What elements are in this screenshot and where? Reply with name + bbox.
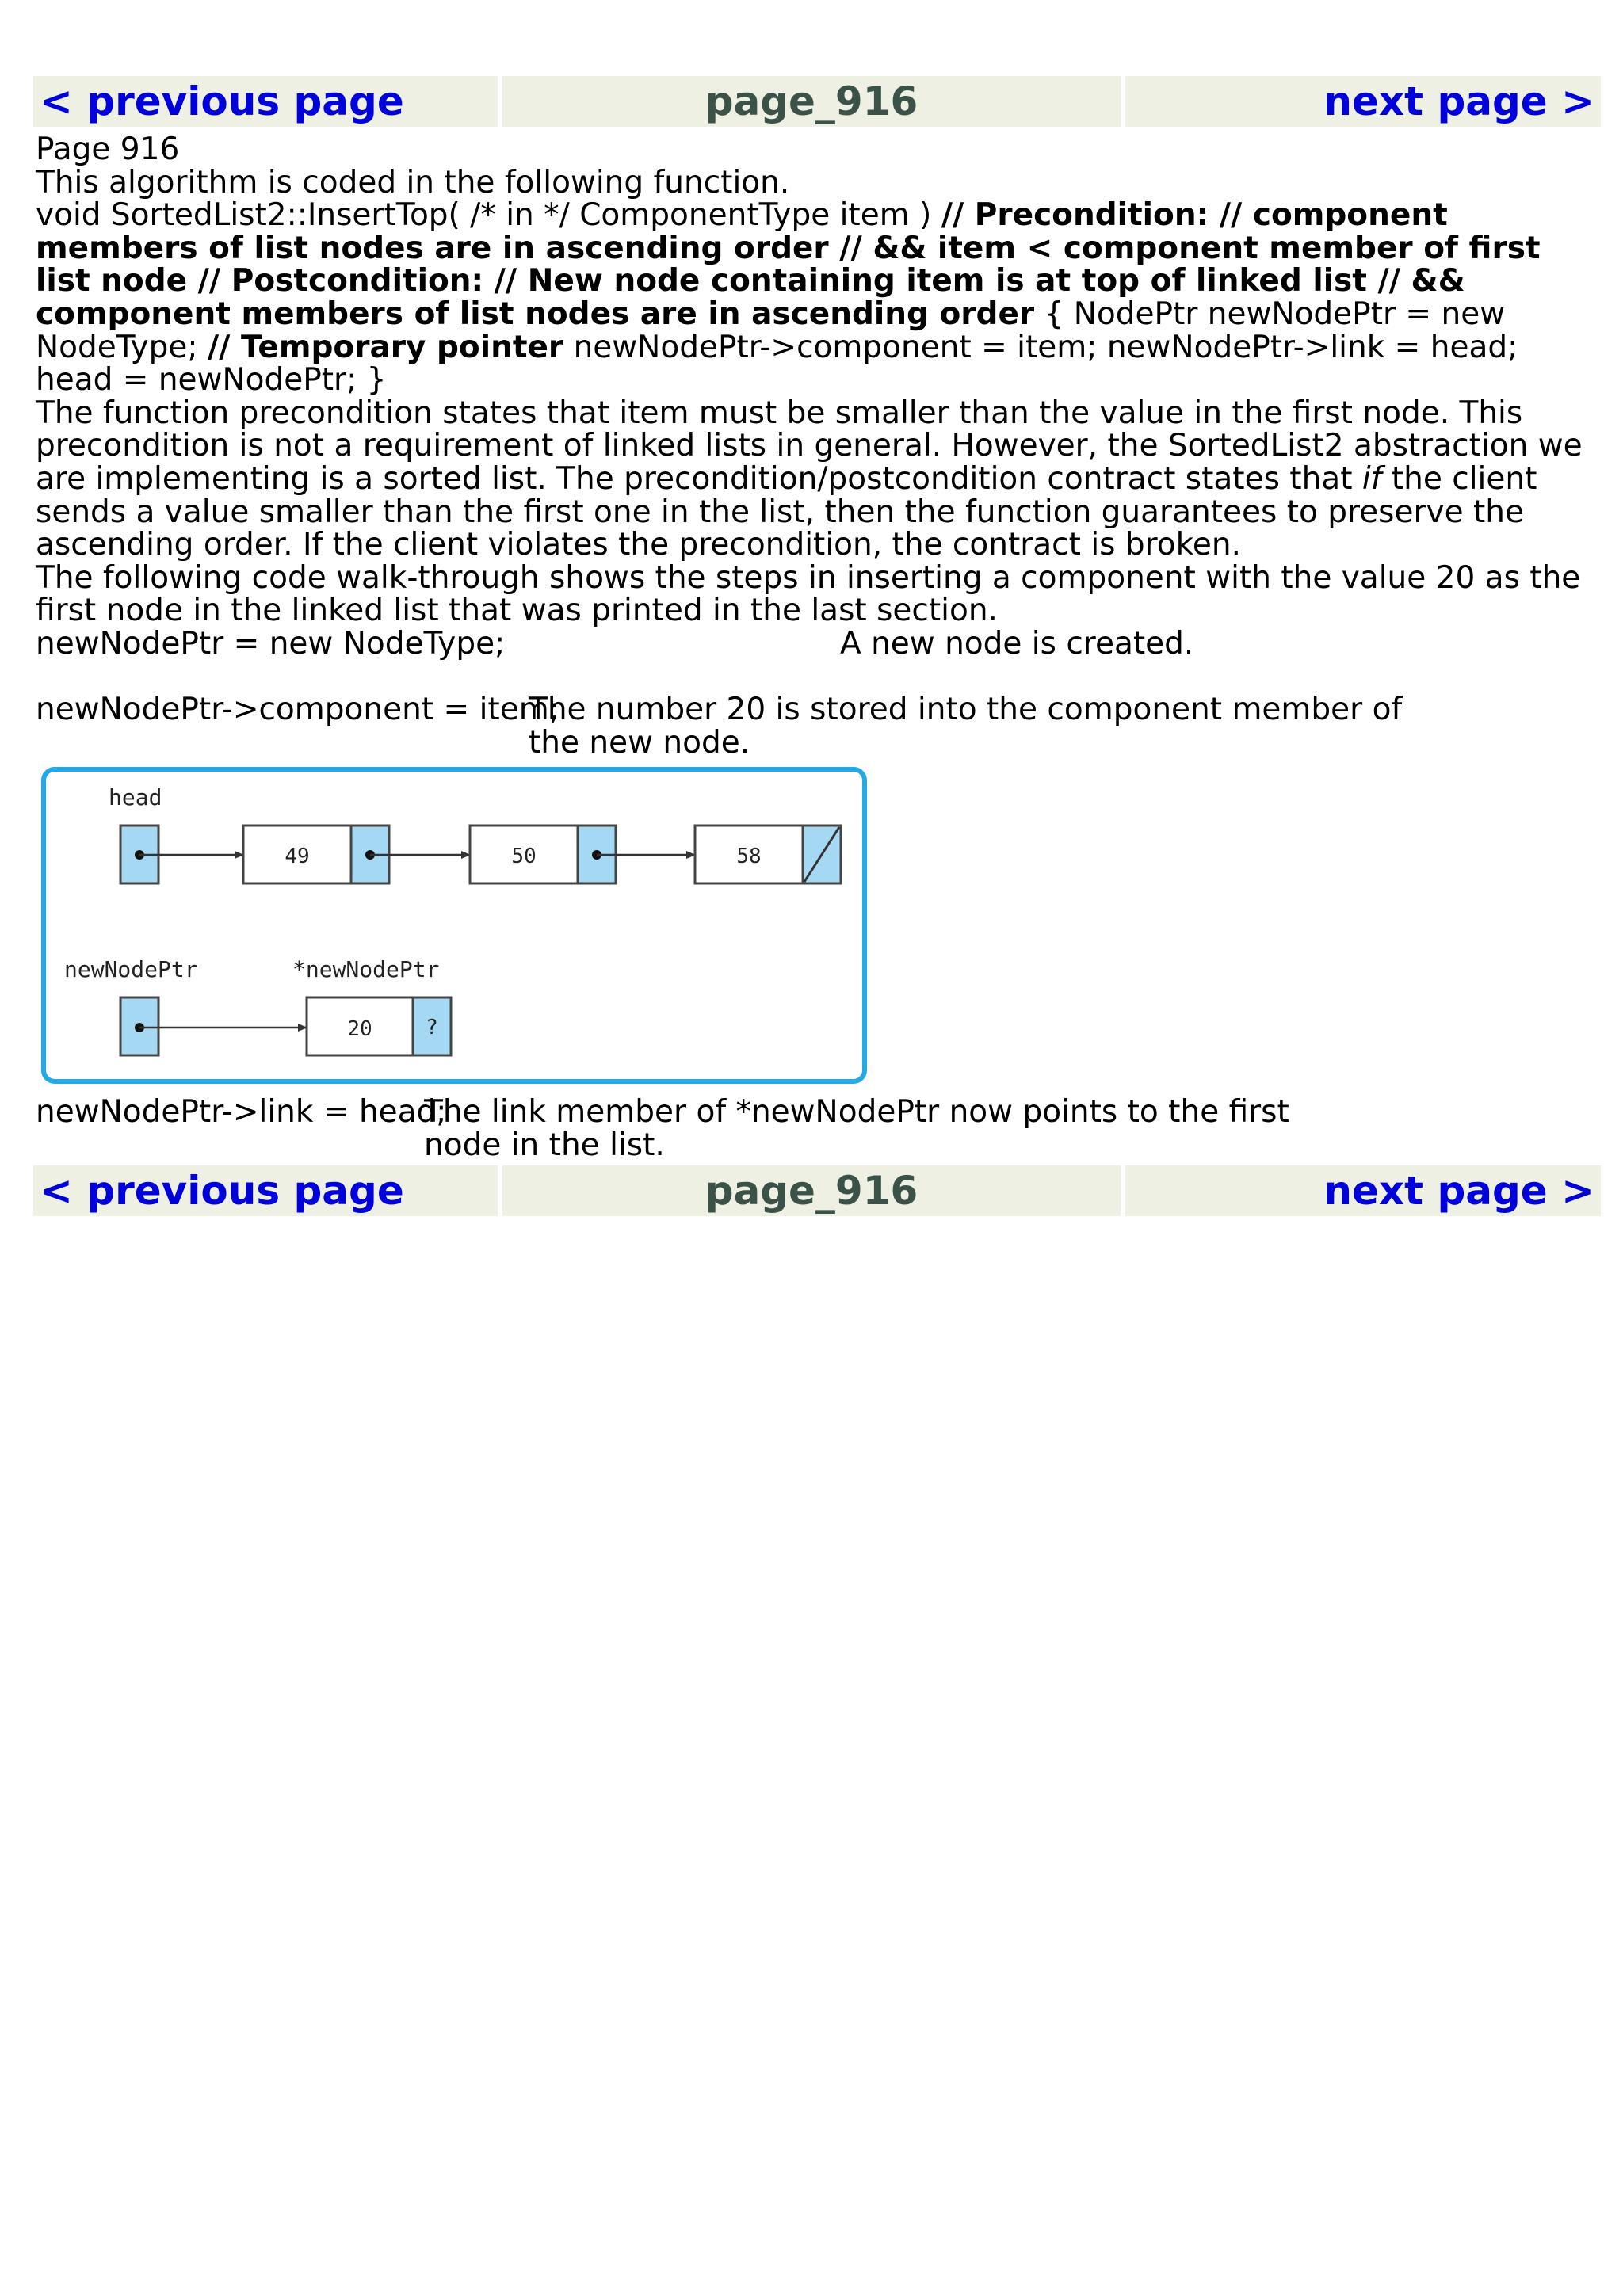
list-node-value: 58 — [736, 844, 762, 868]
paragraph-text: the client sends a value smaller than the first one in the list, then the function guarantees to preserve the ascending order. If the client violates the precondition, the contract is broken. — [36, 460, 1537, 563]
previous-page-link[interactable]: < previous page — [33, 76, 498, 127]
walkthrough-intro: The following code walk-through shows the steps in inserting a component with the value 20 as the first node in the linked list that was printed in the last section. — [36, 559, 1581, 629]
bottom-navigation-bar — [33, 1165, 1602, 1216]
new-node-link-unknown: ? — [426, 1015, 438, 1039]
linked-list-figure — [36, 766, 876, 1091]
walkthrough-step — [36, 693, 1589, 760]
previous-page-link[interactable]: < previous page — [33, 1165, 498, 1216]
new-node-ptr-label: newNodePtr — [64, 955, 198, 982]
new-node-deref-label: *newNodePtr — [292, 955, 440, 982]
page-indicator: page_916 — [502, 76, 1121, 127]
walkthrough-step — [36, 627, 1589, 693]
walkthrough-code: newNodePtr->component = item; — [36, 691, 559, 727]
page-heading: Page 916 — [36, 132, 180, 167]
code-body-end: newNodePtr->component = item; newNodePtr->link = head; head = newNodePtr; } — [36, 329, 1518, 399]
page-indicator: page_916 — [502, 1165, 1121, 1216]
walkthrough-description: The link member of *newNodePtr now points to the first node in the list. — [424, 1093, 1289, 1163]
code-comment-temp-pointer: // Temporary pointer — [207, 329, 564, 365]
head-label: head — [109, 784, 162, 810]
linked-list-diagram — [36, 766, 1589, 1096]
code-body-start: { NodePtr newNodePtr = new NodeType; — [36, 296, 1506, 365]
code-signature: void SortedList2::InsertTop( /* in */ ComponentType item ) — [36, 197, 932, 234]
walkthrough-step — [36, 1093, 1589, 1163]
paragraph-text: The function precondition states that item must be smaller than the value in the first node. This precondition is not a requirement of linked lists in general. However, the SortedList2 abstraction we are implementing is a sorted list. The precondition/postcondition contract states that — [36, 395, 1583, 497]
list-node-value: 50 — [511, 844, 537, 868]
walkthrough-description: The number 20 is stored into the component member of the new node. — [529, 691, 1403, 761]
page-content — [36, 133, 1589, 1162]
next-page-link[interactable]: next page > — [1125, 76, 1601, 127]
paragraph-emphasis: if — [1361, 460, 1382, 497]
code-listing — [36, 199, 1589, 397]
walkthrough-code: newNodePtr = new NodeType; — [36, 625, 506, 662]
code-comment-conditions: // Precondition: // component members of list nodes are in ascending order // && item < component member of first list node // Postcondition: // New node containing item is at top of linked list // && component members of list nodes are in ascending order — [36, 197, 1541, 332]
walkthrough-code: newNodePtr->link = head; — [36, 1093, 447, 1130]
figure-frame — [44, 769, 865, 1081]
walkthrough-description: A new node is created. — [840, 625, 1194, 662]
code-walkthrough — [36, 627, 1589, 1162]
top-navigation-bar — [33, 76, 1602, 127]
next-page-link[interactable]: next page > — [1125, 1165, 1601, 1216]
intro-text: This algorithm is coded in the following function. — [36, 164, 790, 200]
new-node-value: 20 — [347, 1016, 372, 1041]
precondition-paragraph — [36, 397, 1589, 562]
list-node-value: 49 — [285, 844, 310, 868]
